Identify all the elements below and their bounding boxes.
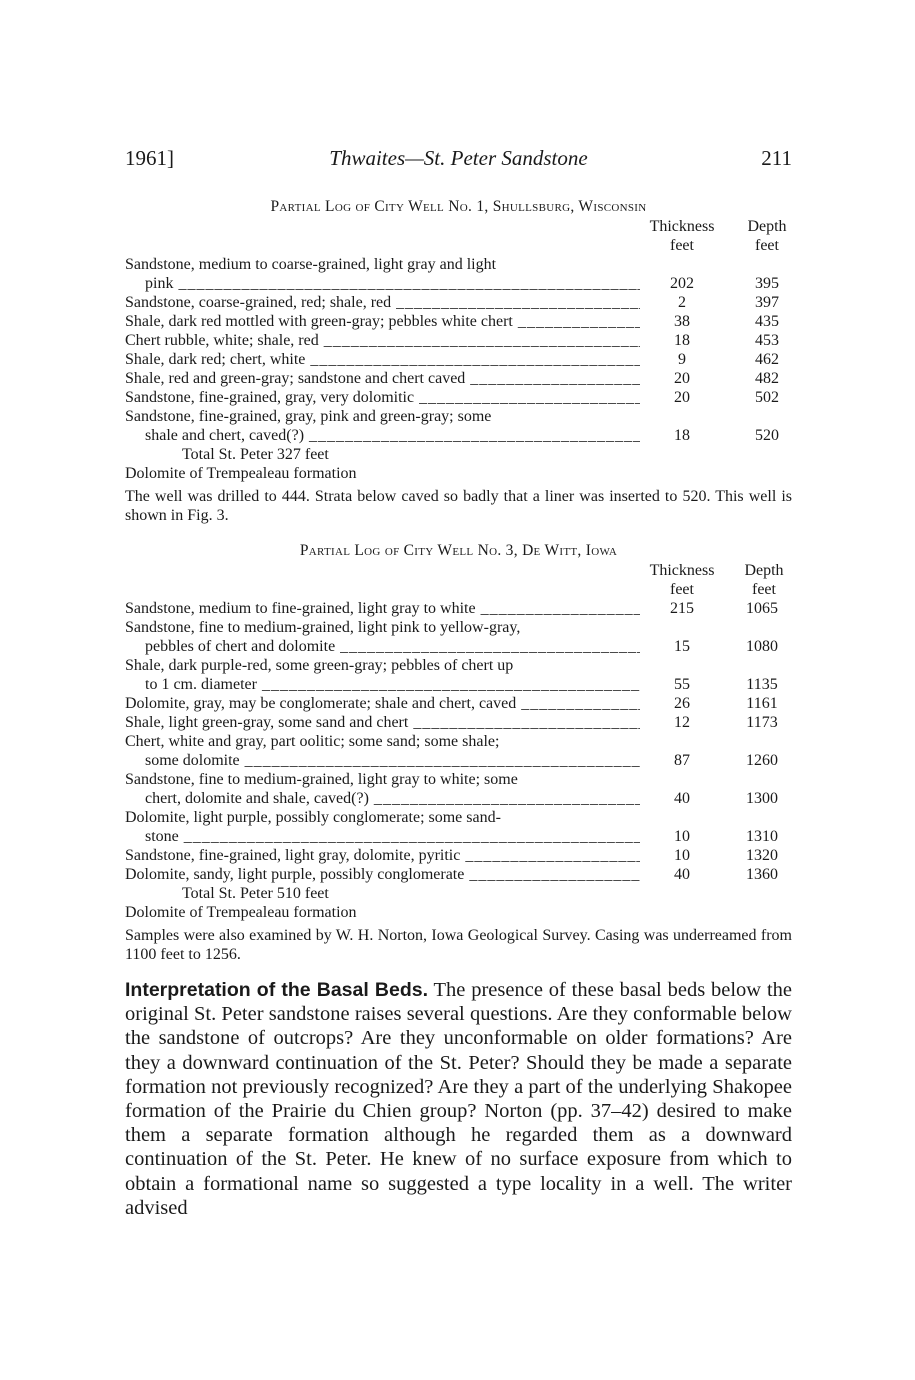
row-description-continued: stone _____ [145,827,640,846]
row-description-continued: shale and chert, caved(?) _____ [145,426,640,445]
depth-value: 1310 [746,828,778,845]
row-description: Sandstone, fine-grained, gray, very dolomitic _____ [125,388,640,407]
table-row [125,732,792,770]
row-line-continued [125,637,792,656]
depth-value: 1161 [746,695,778,712]
table-row [125,293,792,312]
thickness-header [640,217,724,255]
row-line [125,770,792,789]
row-description: Dolomite, sandy, light purple, possibly conglomerate _____ [125,865,640,884]
depth-value: 1300 [746,790,778,807]
section-heading: Interpretation of the Basal Beds. [125,979,429,1001]
table-row [125,369,792,388]
table-rows [125,255,792,445]
table-row [125,599,792,618]
column-header [125,561,792,599]
column-header [125,217,792,255]
row-line [125,255,792,274]
table-row [125,656,792,694]
depth-value: 397 [755,294,779,311]
row-description: Shale, dark red; chert, white _____ [125,350,640,369]
table-title: Partial Log of City Well No. 3, De Witt, Iowa [299,542,618,559]
thickness-value: 40 [674,866,690,883]
depth-label: Depth [747,218,787,235]
row-line [125,369,792,388]
depth-value: 435 [755,313,779,330]
row-line [125,808,792,827]
depth-value: 395 [755,275,779,292]
thickness-value: 55 [674,676,690,693]
depth-value: 1360 [746,866,778,883]
depth-value: 520 [755,427,779,444]
well-log-table-dewitt [125,541,792,964]
table-row [125,808,792,846]
table-row [125,407,792,445]
thickness-unit: feet [670,237,694,254]
thickness-label: Thickness [649,218,715,235]
row-description: Chert rubble, white; shale, red _____ [125,331,640,350]
depth-value: 1260 [746,752,778,769]
row-line-continued [125,751,792,770]
thickness-value: 2 [678,294,686,311]
table-row [125,255,792,293]
table-row [125,350,792,369]
row-line [125,732,792,751]
table-row [125,331,792,350]
table-total: Total St. Peter 327 feet [182,446,329,463]
row-description: Sandstone, fine-grained, gray, pink and green-gray; some [125,408,492,425]
running-header [125,146,792,172]
table-row [125,713,792,732]
header-page-number: 211 [761,146,792,170]
row-description: Dolomite, light purple, possibly conglomerate; some sand- [125,809,501,826]
thickness-value: 20 [674,389,690,406]
depth-value: 482 [755,370,779,387]
table-title: Partial Log of City Well No. 1, Shullsburg, Wisconsin [270,198,647,215]
row-description: Sandstone, medium to coarse-grained, light gray and light [125,256,497,273]
row-line [125,599,792,618]
thickness-value: 10 [674,828,690,845]
row-description: Sandstone, fine to medium-grained, light gray to white; some [125,771,518,788]
thickness-value: 9 [678,351,686,368]
thickness-value: 202 [670,275,694,292]
row-line [125,713,792,732]
row-line [125,865,792,884]
thickness-value: 87 [674,752,690,769]
depth-value: 462 [755,351,779,368]
header-year: 1961] [125,146,174,170]
row-line [125,407,792,426]
row-line [125,618,792,637]
row-line [125,331,792,350]
table-row [125,694,792,713]
row-line [125,656,792,675]
thickness-value: 10 [674,847,690,864]
depth-header [733,561,795,599]
row-line-continued [125,426,792,445]
table-row [125,770,792,808]
row-line [125,350,792,369]
row-description-continued: to 1 cm. diameter _____ [145,675,640,694]
thickness-value: 38 [674,313,690,330]
row-description: Shale, light green-gray, some sand and chert _____ [125,713,640,732]
row-description: Shale, dark red mottled with green-gray; pebbles white chert _____ [125,312,640,331]
row-description: Sandstone, fine to medium-grained, light pink to yellow-gray, [125,619,521,636]
depth-value: 1135 [746,676,778,693]
row-line [125,694,792,713]
table-note: Samples were also examined by W. H. Norton, Iowa Geological Survey. Casing was underreamed from 1100 feet to 1256. [125,927,792,963]
depth-value: 1320 [746,847,778,864]
table-base-formation: Dolomite of Trempealeau formation [125,904,357,921]
thickness-unit: feet [670,581,694,598]
table-note: The well was drilled to 444. Strata below caved so badly that a liner was inserted to 520. This well is shown in Fig. 3. [125,488,792,524]
depth-value: 453 [755,332,779,349]
table-row [125,312,792,331]
row-description: Shale, dark purple-red, some green-gray; pebbles of chert up [125,657,514,674]
row-description: Sandstone, medium to fine-grained, light gray to white _____ [125,599,640,618]
depth-unit: feet [755,237,779,254]
table-rows [125,599,792,884]
row-line [125,388,792,407]
row-description-continued: chert, dolomite and shale, caved(?) _____ [145,789,640,808]
table-base-formation: Dolomite of Trempealeau formation [125,465,357,482]
thickness-value: 15 [674,638,690,655]
thickness-value: 215 [670,600,694,617]
thickness-value: 40 [674,790,690,807]
depth-value: 502 [755,389,779,406]
thickness-value: 12 [674,714,690,731]
row-description: Sandstone, coarse-grained, red; shale, red _____ [125,293,640,312]
row-description-continued: pink _____ [145,274,640,293]
table-row [125,846,792,865]
thickness-value: 20 [674,370,690,387]
row-line-continued [125,789,792,808]
row-description: Shale, red and green-gray; sandstone and chert caved _____ [125,369,640,388]
row-description: Dolomite, gray, may be conglomerate; shale and chert, caved _____ [125,694,640,713]
header-running-title: Thwaites—St. Peter Sandstone [329,146,588,170]
row-description: Sandstone, fine-grained, light gray, dolomite, pyritic _____ [125,846,640,865]
row-line-continued [125,675,792,694]
row-line-continued [125,827,792,846]
table-row [125,865,792,884]
paragraph-text: The presence of these basal beds below the original St. Peter sandstone raises several questions. Are they conformable below the sandstone of outcrops? Are they unconformable on older formations? Are they a downward continuation of the St. Peter? Should they be made a separate formation not previously recognized? Are they a part of the underlying Shakopee formation of the Prairie du Chien group? Norton (pp. 37–42) desired to make them a separate formation although he regarded them as a downward continuation of the St. Peter. He knew of no surface exposure from which to obtain a formational name so suggested a type locality in a well. The writer advised [125,979,792,1219]
row-description-continued: pebbles of chert and dolomite _____ [145,637,640,656]
row-line [125,846,792,865]
depth-value: 1065 [746,600,778,617]
thickness-value: 18 [674,332,690,349]
thickness-value: 18 [674,427,690,444]
row-description: Chert, white and gray, part oolitic; some sand; some shale; [125,733,500,750]
depth-label: Depth [744,562,784,579]
depth-header [737,217,797,255]
thickness-label: Thickness [649,562,715,579]
depth-value: 1173 [746,714,778,731]
depth-value: 1080 [746,638,778,655]
table-row [125,618,792,656]
well-log-table-shullsburg [125,197,792,525]
thickness-value: 26 [674,695,690,712]
row-line [125,293,792,312]
table-row [125,388,792,407]
row-line [125,312,792,331]
table-total: Total St. Peter 510 feet [182,885,329,902]
thickness-header [638,561,726,599]
row-description-continued: some dolomite _____ [145,751,640,770]
row-line-continued [125,274,792,293]
body-paragraph [125,978,792,1220]
depth-unit: feet [752,581,776,598]
